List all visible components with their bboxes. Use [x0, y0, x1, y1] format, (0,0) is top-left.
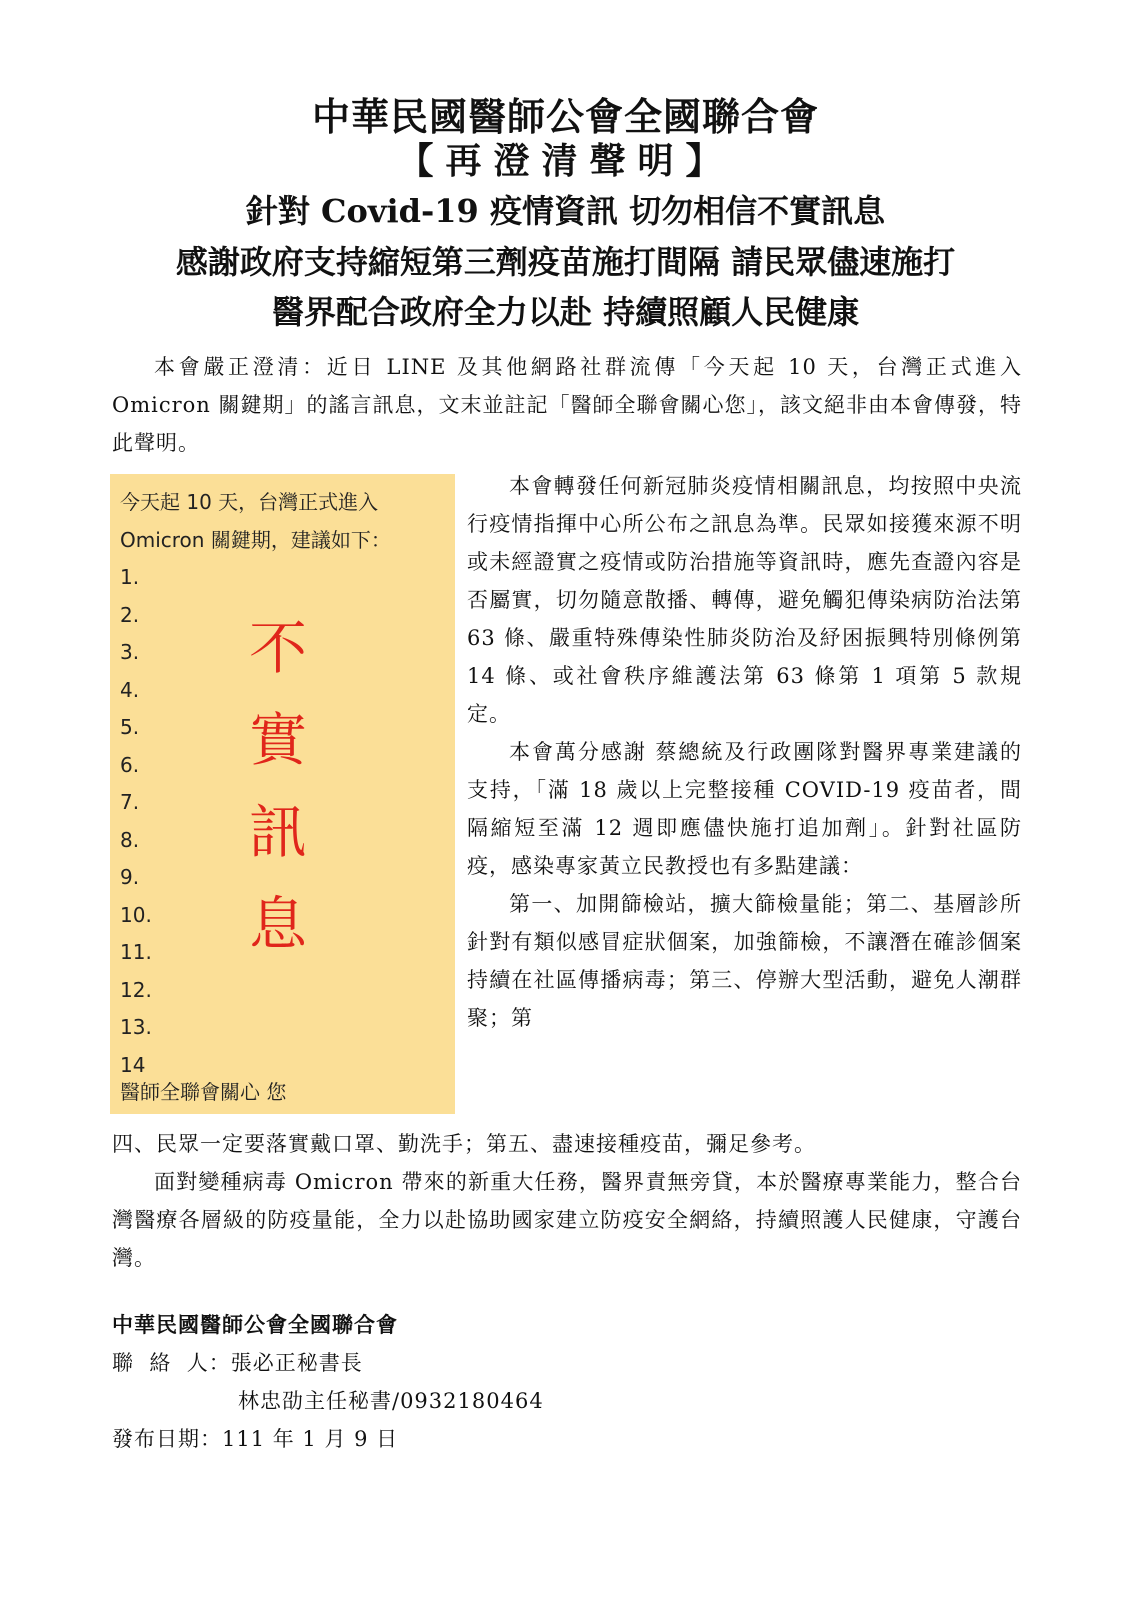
- rumor-item: 2.: [120, 602, 140, 627]
- body-paragraph-3-continued: 四、民眾一定要落實戴口罩、勤洗手；第五、盡速接種疫苗，彌足參考。: [112, 1132, 816, 1156]
- stamp-char: 不: [248, 614, 307, 682]
- footer-contact-2: 林忠劭主任秘書/0932180464: [238, 1389, 544, 1413]
- headline-1: 針對 Covid-19 疫情資訊 切勿相信不實訊息: [245, 192, 886, 230]
- statement-title: 【再澄清聲明】: [397, 140, 734, 182]
- headline-3: 醫界配合政府全力以赴 持續照顧人民健康: [271, 293, 860, 331]
- rumor-quote-box: [110, 474, 455, 1114]
- intro-section: [112, 348, 1022, 462]
- rumor-line-2: Omicron 關鍵期，建議如下：: [120, 527, 391, 552]
- rumor-item: 4.: [120, 677, 140, 702]
- rumor-item: 3.: [120, 640, 140, 664]
- rumor-item: 10.: [120, 902, 152, 927]
- footer-org: 中華民國醫師公會全國聯合會: [112, 1312, 398, 1337]
- stamp-char: 訊: [248, 798, 307, 866]
- full-width-text: [112, 1125, 1022, 1277]
- side-column-text: [467, 467, 1022, 1037]
- rumor-item: 12.: [120, 977, 152, 1002]
- rumor-signature: 醫師全聯會關心 您: [120, 1080, 287, 1104]
- stamp-char: 息: [248, 890, 307, 958]
- footer-contact-1: 聯 絡 人：張必正秘書長: [112, 1351, 363, 1375]
- body-paragraph-3: 第一、加開篩檢站，擴大篩檢量能；第二、基層診所針對有類似感冒症狀個案，加強篩檢，不讓潛在確診個案持續在社區傳播病毒；第三、停辦大型活動，避免人潮群聚；第: [467, 892, 1022, 1030]
- rumor-line-1: 今天起 10 天，台灣正式進入: [120, 490, 379, 514]
- rumor-item: 1.: [120, 565, 140, 589]
- body-paragraph-4: 面對變種病毒 Omicron 帶來的新重大任務，醫界責無旁貸，本於醫療專業能力，整合台灣醫療各層級的防疫量能，全力以赴協助國家建立防疫安全網絡，持續照護人民健康，守護台灣。: [112, 1170, 1022, 1270]
- stamp-char: 實: [248, 706, 307, 774]
- intro-paragraph: 本會嚴正澄清：近日 LINE 及其他網路社群流傳「今天起 10 天，台灣正式進入 Omicron 關鍵期」的謠言訊息，文末並註記「醫師全聯會關心您」，該文絕非由本會傳發，特此聲明。: [112, 355, 1022, 455]
- rumor-item: 5.: [120, 715, 140, 739]
- rumor-item: 8.: [120, 827, 140, 852]
- rumor-item: 6.: [120, 752, 140, 777]
- footer-signature: [112, 1306, 544, 1458]
- rumor-item: 9.: [120, 865, 140, 889]
- rumor-item: 11.: [120, 940, 152, 964]
- headline-2: 感謝政府支持縮短第三劑疫苗施打間隔 請民眾儘速施打: [175, 243, 956, 281]
- rumor-item: 7.: [120, 790, 140, 814]
- body-paragraph-1: 本會轉發任何新冠肺炎疫情相關訊息，均按照中央流行疫情指揮中心所公布之訊息為準。民眾如接獲來源不明或未經證實之疫情或防治措施等資訊時，應先查證內容是否屬實，切勿隨意散播、轉傳，避免觸犯傳染病防治法第 63 條、嚴重特殊傳染性肺炎防治及紓困振興特別條例第 14 條、或社會秩序維護法第 63 條第 1 項第 5 款規定。: [467, 474, 1022, 726]
- false-info-stamp: [243, 602, 313, 970]
- footer-release-date: 發布日期：111 年 1 月 9 日: [112, 1427, 399, 1451]
- org-title: 中華民國醫師公會全國聯合會: [311, 94, 819, 139]
- rumor-item: 14: [120, 1052, 146, 1077]
- rumor-item: 13.: [120, 1015, 152, 1039]
- body-paragraph-2: 本會萬分感謝 蔡總統及行政團隊對醫界專業建議的支持，「滿 18 歲以上完整接種 COVID-19 疫苗者，間隔縮短至滿 12 週即應儘快施打追加劑」。針對社區防疫，感染專家黃立民教授也有多點建議：: [467, 740, 1022, 878]
